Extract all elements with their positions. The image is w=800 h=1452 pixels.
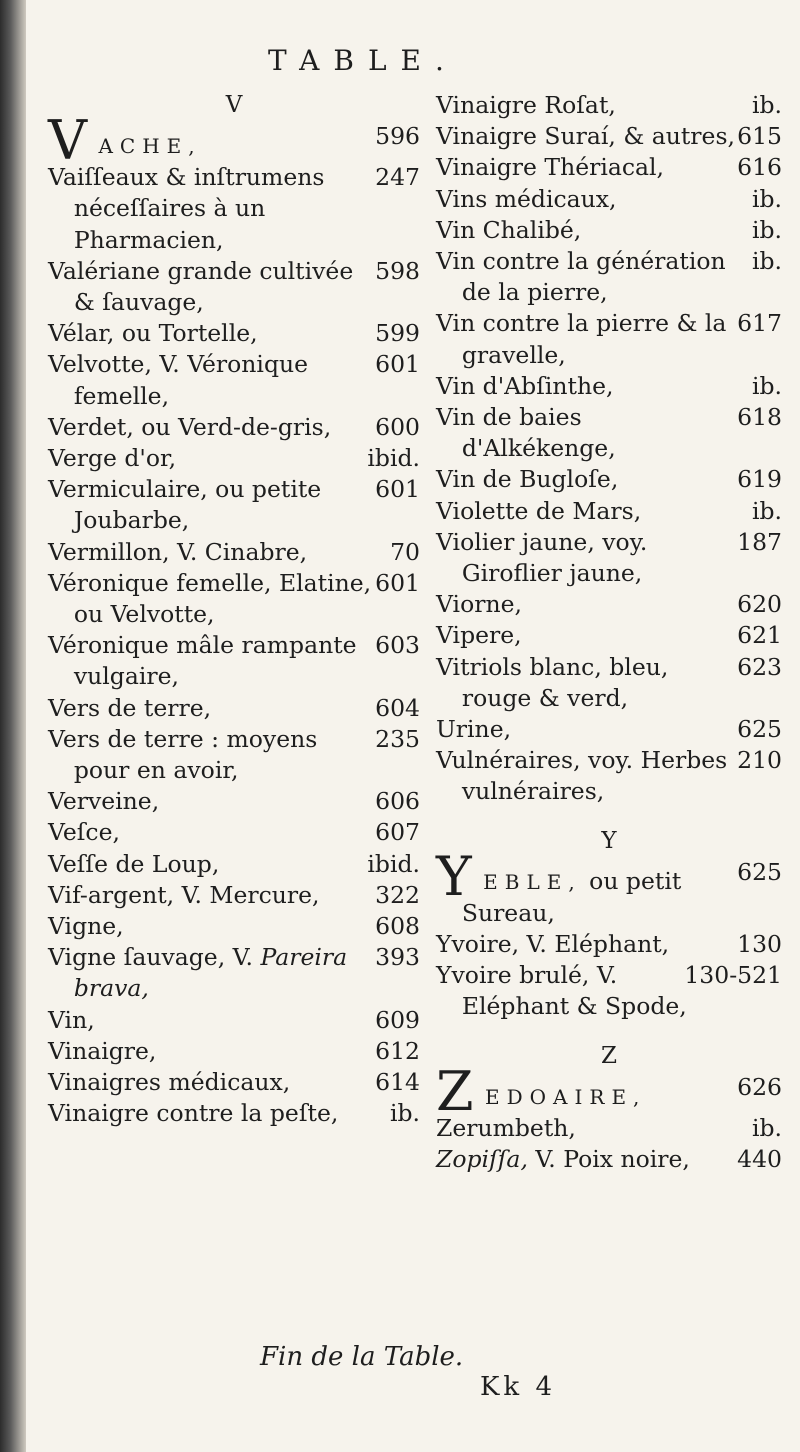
index-entry bbox=[436, 215, 782, 246]
entry-text: Vin contre la pierre & la gravelle, bbox=[436, 309, 727, 369]
entry-page-ref: ib. bbox=[751, 247, 782, 276]
index-entry bbox=[48, 849, 420, 880]
entry-page-ref: 614 bbox=[375, 1068, 420, 1097]
entry-page-ref: 609 bbox=[375, 1005, 420, 1034]
entry-page-ref: 247 bbox=[375, 163, 420, 192]
entry-page-ref: 623 bbox=[737, 652, 782, 681]
entry-text: ou petit Sureau, bbox=[461, 866, 682, 927]
entry-text: Vinaigre Roſat, bbox=[436, 91, 616, 119]
entry-page-ref: 608 bbox=[375, 912, 420, 941]
entry-text: Vitriols blanc, bleu, rouge & verd, bbox=[436, 652, 669, 712]
entry-text: Vins médicaux, bbox=[436, 184, 617, 213]
entry-text: Véronique mâle rampante vulgaire, bbox=[48, 631, 357, 691]
entry-page-ref: ib. bbox=[751, 215, 782, 244]
index-entry bbox=[48, 693, 420, 724]
entry-text: Vaiſſeaux & inſtrumens néceſſaires à un Pharmacien, bbox=[48, 163, 325, 254]
entry-italic-text: Zopiſſa, bbox=[436, 1145, 528, 1174]
entry-page-ref: 598 bbox=[375, 256, 420, 285]
index-entry bbox=[48, 942, 420, 1004]
entry-page-ref: ib. bbox=[751, 184, 782, 213]
index-entry bbox=[436, 745, 782, 807]
entry-text: Véronique femelle, Elatine, ou Velvotte, bbox=[48, 568, 372, 629]
index-entry bbox=[48, 537, 420, 568]
index-entry bbox=[436, 589, 782, 620]
entry-text: Vélar, ou Tortelle, bbox=[48, 319, 258, 348]
index-entry bbox=[436, 246, 782, 308]
entry-page-ref: 615 bbox=[737, 122, 782, 151]
index-entry bbox=[48, 474, 420, 536]
index-entry bbox=[48, 880, 420, 911]
entry-text: Vin Chalibé, bbox=[436, 215, 582, 244]
index-entry bbox=[48, 1036, 420, 1067]
entry-page-ref: 625 bbox=[737, 857, 782, 886]
index-entry bbox=[48, 256, 420, 318]
entry-text: Viorne, bbox=[436, 590, 522, 619]
entry-page-ref: 626 bbox=[737, 1072, 782, 1101]
entry-page-ref: 603 bbox=[375, 631, 420, 660]
entry-text: Violier jaune, voy. Giroflier jaune, bbox=[436, 527, 648, 588]
index-entry bbox=[48, 630, 420, 692]
entry-text: Velvotte, V. Véronique femelle, bbox=[48, 350, 309, 410]
index-entry bbox=[436, 152, 782, 183]
entry-text: Vin de Bugloſe, bbox=[436, 465, 619, 494]
index-entry bbox=[436, 496, 782, 527]
index-entry bbox=[48, 568, 420, 630]
entry-text: Valériane grande cultivée & ſauvage, bbox=[48, 256, 354, 317]
entry-page-ref: 625 bbox=[737, 715, 782, 744]
entry-page-ref: 601 bbox=[375, 568, 420, 597]
entry-page-ref: 596 bbox=[375, 122, 420, 150]
entry-text: Vif-argent, V. Mercure, bbox=[48, 880, 320, 909]
entry-page-ref: 616 bbox=[737, 153, 782, 182]
entry-text: Vipere, bbox=[436, 621, 522, 650]
entry-text: Vermillon, V. Cinabre, bbox=[48, 537, 308, 566]
entry-headword: ACHE, bbox=[98, 134, 202, 158]
entry-text: Veſce, bbox=[48, 818, 120, 847]
index-entry bbox=[48, 1005, 420, 1036]
entry-text: Vigne, bbox=[48, 912, 124, 941]
entry-text: Vin, bbox=[48, 1005, 95, 1034]
index-entry bbox=[48, 1098, 420, 1129]
entry-headword: EBLE, bbox=[483, 869, 582, 894]
entry-page-ref: 619 bbox=[737, 465, 782, 494]
entry-page-ref: ib. bbox=[751, 91, 782, 119]
entry-page-ref: ib. bbox=[751, 1113, 782, 1142]
entry-text: Vinaigre Suraí, & autres, bbox=[436, 122, 735, 151]
entry-text: Yvoire, V. Eléphant, bbox=[436, 930, 670, 959]
entry-text: Vigne ſauvage, V. bbox=[48, 943, 253, 972]
entry-page-ref: ibid. bbox=[367, 849, 420, 878]
section-letter-z: Z bbox=[601, 1042, 617, 1069]
entry-page-ref: 440 bbox=[737, 1145, 782, 1174]
index-entry bbox=[436, 371, 782, 402]
entry-page-ref: 322 bbox=[375, 880, 420, 909]
index-entry bbox=[48, 817, 420, 848]
entry-text: Zerumbeth, bbox=[436, 1113, 576, 1142]
entry-text: Vin de baies d'Alkékenge, bbox=[436, 403, 616, 463]
index-entry bbox=[436, 844, 782, 929]
entry-page-ref: 599 bbox=[375, 319, 420, 348]
index-entry bbox=[436, 960, 782, 1022]
index-entry bbox=[436, 714, 782, 745]
entry-page-ref: ib. bbox=[389, 1099, 420, 1128]
entry-dropcap: Z bbox=[436, 1059, 474, 1123]
entry-text: Vinaigre, bbox=[48, 1036, 157, 1065]
entry-page-ref: 187 bbox=[737, 527, 782, 556]
entry-text: Vinaigres médicaux, bbox=[48, 1068, 291, 1097]
section-letter-y: Y bbox=[601, 827, 617, 854]
entry-dropcap: V bbox=[48, 109, 87, 172]
entry-text: Veſſe de Loup, bbox=[48, 849, 220, 878]
entry-page-ref: 130 bbox=[737, 930, 782, 959]
index-entry bbox=[436, 652, 782, 714]
entry-page-ref: 612 bbox=[375, 1036, 420, 1065]
printer-signature-mark: Kk 4 bbox=[480, 1372, 556, 1402]
index-entry bbox=[48, 318, 420, 349]
index-entry bbox=[436, 1144, 782, 1175]
index-entry bbox=[48, 724, 420, 786]
book-binding-edge bbox=[0, 0, 26, 1452]
index-entry bbox=[48, 109, 420, 172]
index-entry bbox=[436, 929, 782, 960]
running-head: TABLE. bbox=[268, 44, 458, 77]
index-entry bbox=[48, 786, 420, 817]
entry-page-ref: 601 bbox=[375, 350, 420, 379]
entry-page-ref: 70 bbox=[390, 537, 420, 566]
end-of-table-note: Fin de la Table. bbox=[260, 1342, 464, 1372]
index-entry bbox=[436, 402, 782, 464]
entry-page-ref: 210 bbox=[737, 746, 782, 775]
index-entry bbox=[436, 1113, 782, 1144]
index-entry bbox=[436, 620, 782, 651]
entry-headword: EDOAIRE, bbox=[485, 1084, 647, 1109]
index-entry bbox=[48, 412, 420, 443]
index-entry bbox=[48, 443, 420, 474]
entry-text: Vers de terre : moyens pour en avoir, bbox=[48, 724, 318, 785]
index-entry bbox=[436, 121, 782, 152]
entry-page-ref: 393 bbox=[375, 943, 420, 972]
entry-page-ref: 601 bbox=[375, 475, 420, 504]
entry-text: Vin d'Abſinthe, bbox=[436, 371, 614, 400]
entry-text: V. Poix noire, bbox=[535, 1145, 690, 1174]
index-entry bbox=[48, 1067, 420, 1098]
index-entry bbox=[436, 527, 782, 589]
index-column-left bbox=[48, 90, 420, 1130]
entry-page-ref: 621 bbox=[737, 621, 782, 650]
entry-text: Vulnéraires, voy. Herbes vulnéraires, bbox=[436, 746, 728, 806]
entry-page-ref: 235 bbox=[375, 724, 420, 753]
entry-text: Vers de terre, bbox=[48, 693, 212, 722]
entry-text: Urine, bbox=[436, 715, 512, 744]
index-entry bbox=[48, 349, 420, 411]
entry-text: Verdet, ou Verd-de-gris, bbox=[48, 412, 332, 441]
index-entry bbox=[48, 911, 420, 942]
index-entry bbox=[436, 90, 782, 121]
index-column-right bbox=[436, 90, 782, 1175]
section-letter-v: V bbox=[225, 92, 243, 118]
entry-page-ref: 618 bbox=[737, 403, 782, 432]
entry-italic-text: Pareira brava, bbox=[73, 943, 348, 1003]
index-entry bbox=[436, 184, 782, 215]
entry-text: Vinaigre contre la peſte, bbox=[48, 1099, 339, 1128]
entry-text: Vermiculaire, ou petite Joubarbe, bbox=[48, 475, 322, 535]
entry-text: Vinaigre Thériacal, bbox=[436, 153, 665, 182]
entry-text: Verge d'or, bbox=[48, 444, 177, 473]
entry-page-ref: 617 bbox=[737, 309, 782, 338]
entry-page-ref: ib. bbox=[751, 371, 782, 400]
entry-text: Vin contre la génération de la pierre, bbox=[436, 247, 726, 307]
entry-text: Violette de Mars, bbox=[436, 496, 642, 525]
entry-page-ref: ibid. bbox=[367, 444, 420, 473]
index-entry bbox=[436, 1059, 782, 1123]
index-entry bbox=[436, 464, 782, 495]
entry-page-ref: 604 bbox=[375, 693, 420, 722]
entry-dropcap: Y bbox=[436, 844, 472, 908]
entry-page-ref: 620 bbox=[737, 590, 782, 619]
entry-page-ref: 607 bbox=[375, 818, 420, 847]
index-entry bbox=[48, 162, 420, 256]
entry-page-ref: 606 bbox=[375, 787, 420, 816]
entry-text: Verveine, bbox=[48, 787, 160, 816]
entry-page-ref: 600 bbox=[375, 412, 420, 441]
index-entry bbox=[436, 308, 782, 370]
entry-text: Yvoire brulé, V. Eléphant & Spode, bbox=[436, 961, 687, 1021]
entry-page-ref: ib. bbox=[751, 496, 782, 525]
entry-page-ref: 130-521 bbox=[684, 961, 782, 990]
